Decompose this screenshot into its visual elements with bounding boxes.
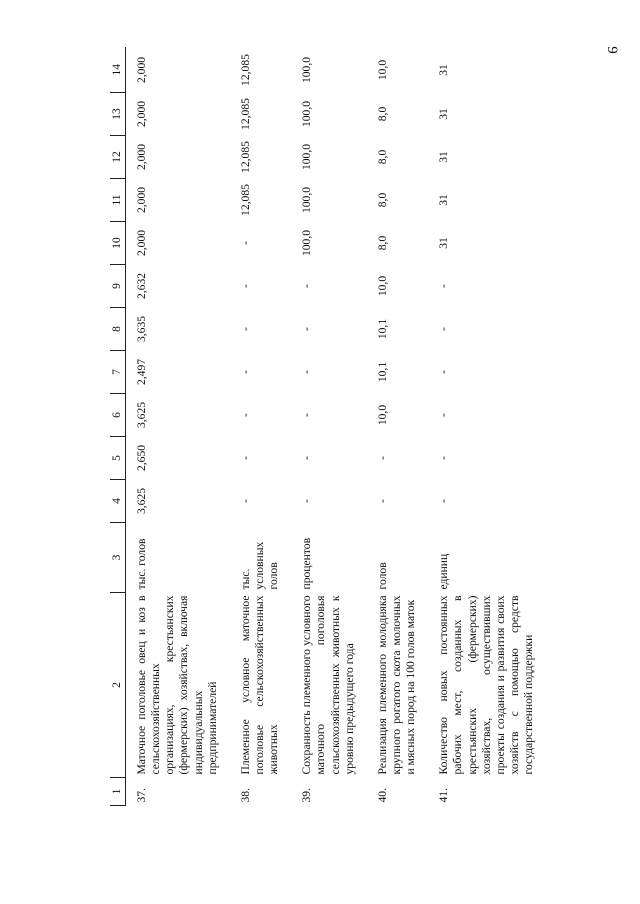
value-cell: 2,000 bbox=[135, 56, 148, 84]
value-cell: 100,0 bbox=[300, 186, 314, 214]
value-cell: 8,0 bbox=[375, 235, 389, 251]
value-cell: 31 bbox=[437, 237, 451, 249]
value-cell: - bbox=[375, 456, 389, 460]
row-number: 41. bbox=[437, 788, 451, 803]
value-cell: - bbox=[238, 241, 252, 245]
row-number: 40. bbox=[375, 788, 389, 803]
header-cell: 13 bbox=[110, 93, 126, 136]
value-cell: - bbox=[238, 370, 252, 374]
value-cell: 8,0 bbox=[375, 192, 389, 208]
value-cell: 3,625 bbox=[135, 487, 148, 515]
header-cell: 2 bbox=[110, 593, 126, 778]
header-cell: 8 bbox=[110, 308, 126, 351]
unit-of-measure: тыс. голов bbox=[135, 538, 148, 590]
indicator-name: Племенное условное маточное поголовье сельскохозяйственных животных bbox=[238, 595, 281, 775]
value-cell: - bbox=[300, 370, 314, 374]
value-cell: 12,085 bbox=[238, 98, 252, 130]
value-cell: 31 bbox=[437, 194, 451, 206]
value-cell: - bbox=[437, 327, 451, 331]
value-cell: - bbox=[238, 456, 252, 460]
table-row bbox=[230, 48, 291, 806]
value-cell: - bbox=[437, 499, 451, 503]
value-cell: 8,0 bbox=[375, 106, 389, 122]
row-number: 37. bbox=[135, 788, 148, 803]
value-cell: 100,0 bbox=[300, 56, 314, 84]
value-cell: 2,000 bbox=[135, 229, 148, 257]
value-cell: - bbox=[375, 499, 389, 503]
indicator-name: Реализация племенного молодняка крупного рогатого скота молочных и мясных пород на 100 голов маток bbox=[375, 595, 418, 775]
unit-of-measure: тыс. условных голов bbox=[238, 541, 281, 590]
table-row bbox=[126, 48, 230, 806]
unit-of-measure: единиц bbox=[437, 553, 451, 590]
value-cell: - bbox=[300, 327, 314, 331]
value-cell: 10,0 bbox=[375, 275, 389, 297]
value-cell: 10,1 bbox=[375, 318, 389, 340]
value-cell: 10,0 bbox=[375, 59, 389, 81]
header-cell: 10 bbox=[110, 222, 126, 265]
value-cell: - bbox=[300, 284, 314, 288]
header-cell: 12 bbox=[110, 136, 126, 179]
value-cell: - bbox=[300, 456, 314, 460]
value-cell: 10,1 bbox=[375, 361, 389, 383]
header-cell: 9 bbox=[110, 265, 126, 308]
indicator-name: Количество новых постоянных рабочих мест, созданных в крестьянских (фермерских) хозяйствах, осуществивших проекты создания и развития своих хозяйств с помощью средств государственной поддержки bbox=[437, 595, 536, 775]
value-cell: 3,635 bbox=[135, 315, 148, 343]
value-cell: 2,497 bbox=[135, 358, 148, 386]
header-cell: 1 bbox=[110, 778, 126, 806]
value-cell: - bbox=[238, 284, 252, 288]
value-cell: 12,085 bbox=[238, 141, 252, 173]
header-cell: 11 bbox=[110, 179, 126, 222]
value-cell: 3,625 bbox=[135, 401, 148, 429]
header-cell: 3 bbox=[110, 523, 126, 593]
value-cell: 10,0 bbox=[375, 404, 389, 426]
header-cell: 5 bbox=[110, 437, 126, 480]
value-cell: 2,000 bbox=[135, 143, 148, 171]
value-cell: 31 bbox=[437, 64, 451, 76]
page-number: 9 bbox=[604, 46, 620, 54]
rotated-table-area bbox=[110, 48, 582, 806]
value-cell: - bbox=[300, 413, 314, 417]
header-row bbox=[110, 48, 126, 806]
unit-of-measure: процентов bbox=[300, 537, 314, 590]
unit-of-measure: голов bbox=[375, 562, 389, 590]
value-cell: 2,632 bbox=[135, 272, 148, 300]
indicator-name: Маточное поголовье овец и коз в сельскохозяйственных организациях, крестьянских (фермерских) хозяйствах, включая индивидуальных предпринимателей bbox=[135, 595, 219, 775]
value-cell: - bbox=[300, 499, 314, 503]
value-cell: 2,650 bbox=[135, 444, 148, 472]
value-cell: - bbox=[437, 456, 451, 460]
indicators-table bbox=[110, 48, 546, 807]
value-cell: - bbox=[437, 284, 451, 288]
value-cell: 12,085 bbox=[238, 54, 252, 86]
value-cell: - bbox=[437, 413, 451, 417]
value-cell: 31 bbox=[437, 108, 451, 120]
value-cell: 100,0 bbox=[300, 143, 314, 171]
table-row bbox=[428, 48, 546, 806]
value-cell: - bbox=[238, 499, 252, 503]
table-row bbox=[291, 48, 367, 806]
header-cell: 7 bbox=[110, 351, 126, 394]
value-cell: - bbox=[238, 413, 252, 417]
value-cell: 8,0 bbox=[375, 149, 389, 165]
value-cell: 2,000 bbox=[135, 186, 148, 214]
value-cell: 100,0 bbox=[300, 229, 314, 257]
value-cell: 100,0 bbox=[300, 100, 314, 128]
indicator-name: Сохранность племенного условного маточного поголовья сельскохозяйственных животных к уровню предыдущего года bbox=[300, 595, 356, 775]
value-cell: - bbox=[238, 327, 252, 331]
value-cell: 31 bbox=[437, 151, 451, 163]
value-cell: 12,085 bbox=[238, 184, 252, 216]
table-row bbox=[367, 48, 428, 806]
row-number: 38. bbox=[238, 788, 252, 803]
value-cell: 2,000 bbox=[135, 100, 148, 128]
value-cell: - bbox=[437, 370, 451, 374]
header-cell: 14 bbox=[110, 48, 126, 93]
header-cell: 4 bbox=[110, 480, 126, 523]
row-number: 39. bbox=[300, 788, 314, 803]
header-cell: 6 bbox=[110, 394, 126, 437]
